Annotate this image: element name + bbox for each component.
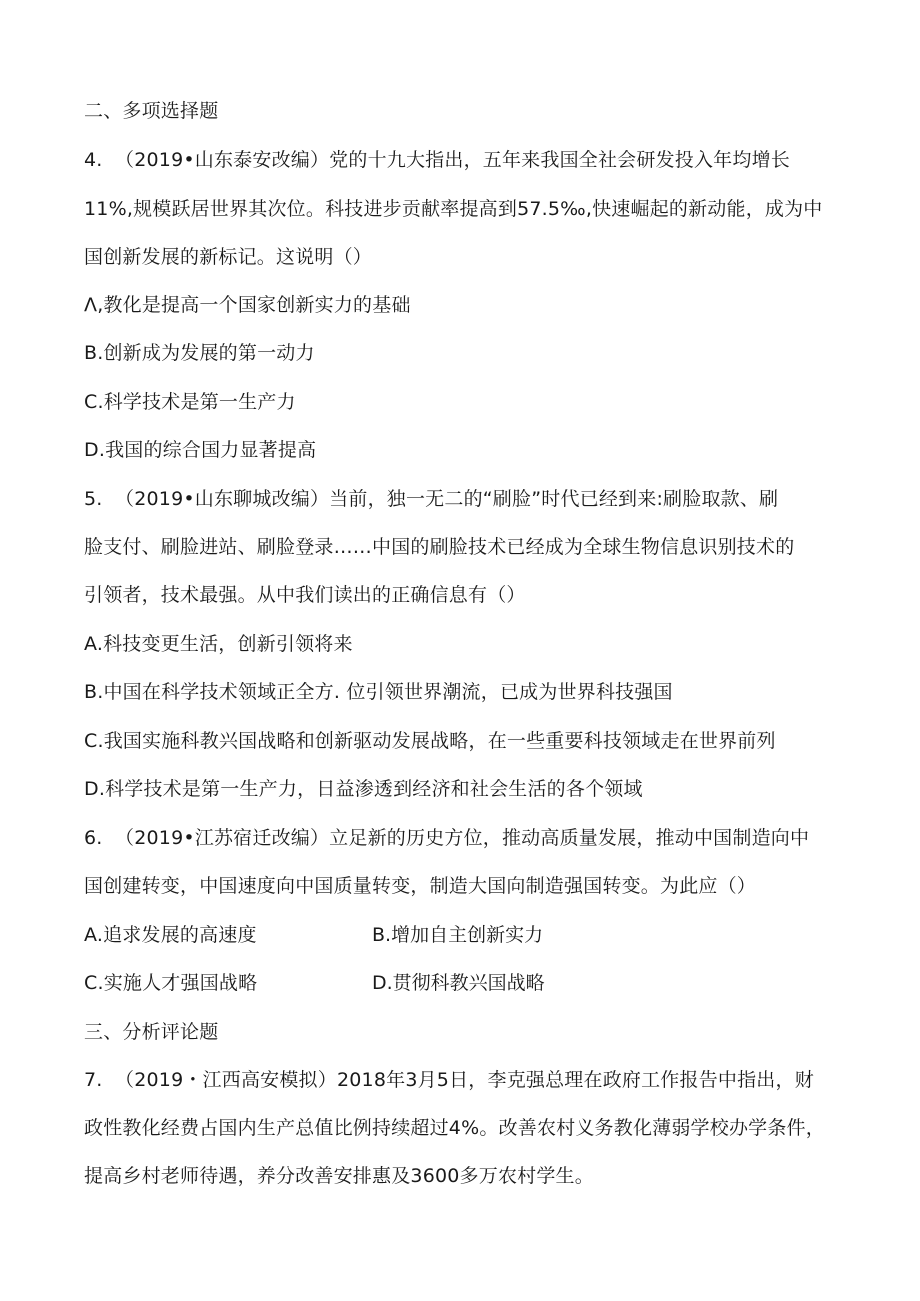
q5-stem-line-2: 脸支付、刷脸进站、刷脸登录……中国的刷脸技术已经成为全球生物信息识别技术的 [84, 536, 795, 558]
q5-option-c: C.我国实施科教兴国战略和创新驱动发展战略，在一些重要科技领域走在世界前列 [84, 730, 776, 752]
q4-option-c: C.科学技术是第一生产力 [84, 391, 296, 413]
q4-stem-line-3: 国创新发展的新标记。这说明（） [84, 246, 373, 268]
q7-stem-line-2: 政性教化经费占国内生产总值比例持续超过4%。改善农村义务教化薄弱学校办学条件， [84, 1117, 825, 1139]
q7-stem-line-1: 7. （2019・江西高安模拟）2018年3月5日，李克强总理在政府工作报告中指出，财 [84, 1069, 814, 1091]
q6-stem-line-2: 国创建转变，中国速度向中国质量转变，制造大国向制造强国转变。为此应（） [84, 875, 757, 897]
q4-option-b: B.创新成为发展的第一动力 [84, 342, 315, 364]
q6-option-a: A.追求发展的高速度 [84, 924, 257, 946]
q4-stem-line-2: 11%,规模跃居世界其次位。科技进步贡献率提高到57.5‰,快速崛起的新动能，成为中 [84, 198, 823, 220]
q5-stem-line-3: 引领者，技术最强。从中我们读出的正确信息有（） [84, 584, 526, 606]
q4-stem-line-1: 4. （2019•山东泰安改编）党的十九大指出，五年来我国全社会研发投入年均增长 [84, 149, 790, 171]
q7-stem-line-3: 提高乡村老师待遇，养分改善安排惠及3600多万农村学生。 [84, 1165, 594, 1187]
q5-option-b: B.中国在科学技术领域正全方. 位引领世界潮流，已成为世界科技强国 [84, 681, 673, 703]
q5-option-a: A.科技变更生活，创新引领将来 [84, 633, 353, 655]
q6-stem-line-1: 6. （2019•江苏宿迁改编）立足新的历史方位，推动高质量发展，推动中国制造向中 [84, 827, 810, 849]
q6-option-b: B.增加自主创新实力 [372, 924, 544, 946]
section-heading-multi-choice: 二、多项选择题 [84, 100, 219, 122]
q5-option-d: D.科学技术是第一生产力，日益渗透到经济和社会生活的各个领域 [84, 778, 643, 800]
q6-option-d: D.贯彻科教兴国战略 [372, 972, 545, 994]
q6-option-c: C.实施人才强国战略 [84, 972, 258, 994]
q4-option-d: D.我国的综合国力显著提高 [84, 439, 317, 461]
q5-stem-line-1: 5. （2019•山东聊城改编）当前，独一无二的“刷脸”时代已经到来:刷脸取款、刷 [84, 488, 779, 510]
q4-option-a: Λ,教化是提高一个国家创新实力的基础 [84, 294, 411, 316]
section-heading-analysis: 三、分析评论题 [84, 1021, 219, 1043]
